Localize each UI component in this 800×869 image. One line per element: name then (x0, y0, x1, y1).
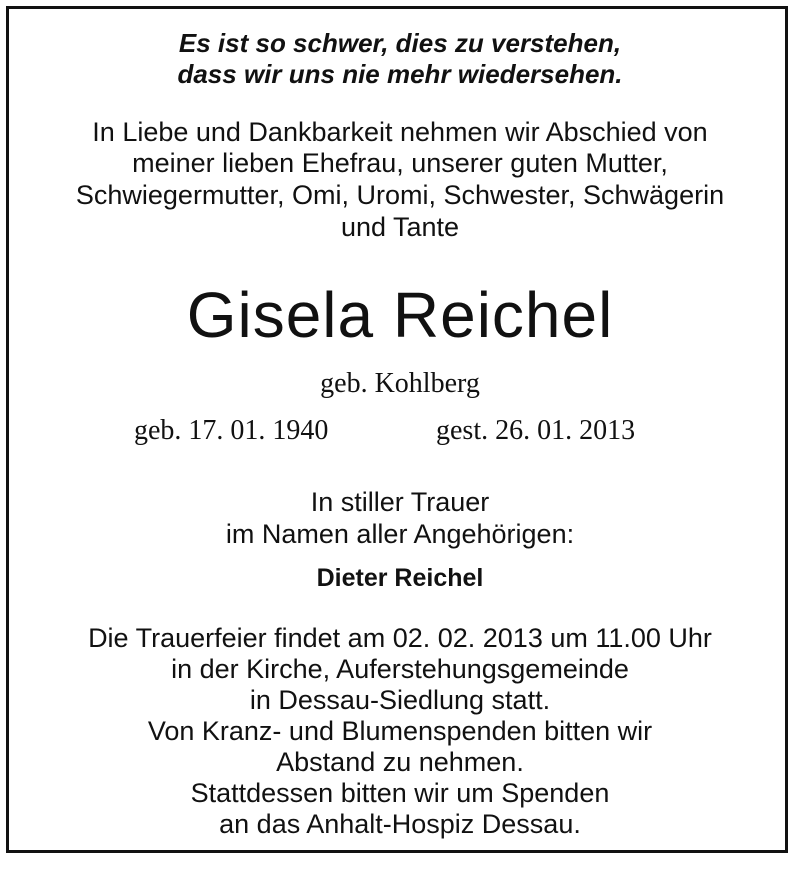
mourning-line-1: In stiller Trauer (310, 487, 490, 517)
life-dates (0, 417, 800, 449)
motto-line-1: Es ist so schwer, dies zu verstehen, (178, 28, 622, 58)
funeral-line-7: an das Anhalt-Hospiz Dessau. (219, 809, 581, 839)
intro-line-4: und Tante (340, 212, 460, 242)
maiden-name: geb. Kohlberg (320, 368, 480, 399)
birth-date: geb. 17. 01. 1940 (134, 415, 329, 446)
death-date: gest. 26. 01. 2013 (436, 415, 636, 446)
motto-line-2: dass wir uns nie mehr wiedersehen. (177, 59, 623, 89)
funeral-line-2: in der Kirche, Auferstehungsgemeinde (171, 654, 629, 684)
funeral-line-6: Stattdessen bitten wir um Spenden (190, 778, 610, 808)
mourning-line-2: im Namen aller Angehörigen: (225, 519, 575, 549)
funeral-line-5: Abstand zu nehmen. (276, 747, 524, 777)
intro-line-2: meiner lieben Ehefrau, unserer guten Mutter, (132, 148, 668, 178)
intro-line-3: Schwiegermutter, Omi, Uromi, Schwester, Schwägerin (75, 180, 725, 210)
deceased-name: Gisela Reichel (186, 279, 614, 351)
mourner-name: Dieter Reichel (316, 564, 484, 592)
funeral-line-1: Die Trauerfeier findet am 02. 02. 2013 um 11.00 Uhr (88, 623, 712, 653)
funeral-line-4: Von Kranz- und Blumenspenden bitten wir (147, 716, 653, 746)
intro-line-1: In Liebe und Dankbarkeit nehmen wir Abschied von (92, 117, 708, 147)
funeral-line-3: in Dessau-Siedlung statt. (249, 685, 551, 715)
